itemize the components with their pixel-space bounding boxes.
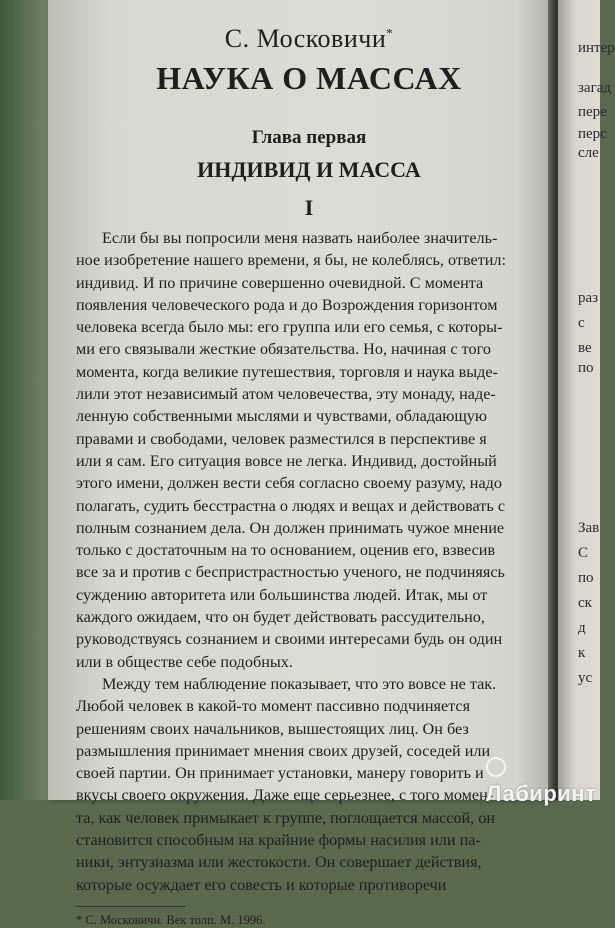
book-title: НАУКА О МАССАХ <box>156 60 462 96</box>
footnote-mark: * <box>386 25 394 41</box>
section-number: I <box>304 195 314 220</box>
author-text: С. Московичи <box>224 24 387 53</box>
watermark <box>486 755 600 807</box>
text-line: этого имени, должен вести себя согласно своему разуму, надо <box>76 474 502 493</box>
text-line: Любой человек в какой-то момент пассивно подчиняется <box>76 697 471 716</box>
right-page-fragment: С <box>578 545 589 561</box>
watermark-logo-icon <box>486 757 506 777</box>
text-line: та, как человек примыкает к группе, поглощается массой, он <box>76 808 496 827</box>
right-page-fragment: по <box>578 360 594 376</box>
footnote-divider <box>76 906 186 907</box>
text-line: только с достаточным на то основанием, оценив его, взвесив <box>76 541 496 560</box>
right-page-fragment: ус <box>578 670 593 686</box>
text-line: лили этот независимый атом человечества, эту монаду, наде- <box>76 385 496 404</box>
text-line: вкусы своего окружения. Даже еще серьезнее, с того момен- <box>76 786 494 805</box>
text-line: правами и свободами, человек разместился в перспективе я <box>76 429 487 448</box>
author-name <box>76 24 542 54</box>
right-page-fragment: по <box>578 570 594 586</box>
paragraph-2 <box>76 673 542 896</box>
right-page-fragment: Зав <box>578 520 600 536</box>
footnote: * С. Московичи. Век толп. М. 1996. <box>76 912 266 927</box>
chapter-title: ИНДИВИД И МАССА <box>197 157 421 182</box>
text-line: ленную собственными мыслями и чувствами, обладающую <box>76 407 487 426</box>
text-line: индивид. И по причине совершенно очевидной. С момента <box>76 273 484 292</box>
right-page-edge <box>558 0 615 800</box>
text-line: ное изобретение нашего времени, я бы, не колеблясь, ответил: <box>76 251 507 270</box>
right-page-fragment: перс <box>578 126 607 142</box>
text-line: каждого ожидаем, что он будет действовать рассудительно, <box>76 608 485 627</box>
text-line: или я сам. Его ситуация вовсе не легка. Индивид, достойный <box>76 451 497 470</box>
right-page-fragment: загад <box>578 80 612 96</box>
text-line: размышления принимает мнения своих друзей, соседей или <box>76 741 491 760</box>
text-line: Между тем наблюдение показывает, что это вовсе не так. <box>102 674 497 693</box>
right-page-fragment: с <box>578 315 585 331</box>
text-line: Если бы вы попросили меня назвать наиболее значитель- <box>102 229 498 247</box>
text-line: появления человеческого рода и до Возрождения горизонтом <box>76 295 498 314</box>
text-line: человека всегда было мы: его группа или его семья, с которы- <box>76 318 503 337</box>
right-page-fragment: сле <box>578 145 599 161</box>
text-line: все за и против с беспристрастностью ученого, не подчиняясь <box>76 563 505 582</box>
right-page-fragment: ве <box>578 340 592 356</box>
right-page-fragment: интер <box>578 40 615 56</box>
text-line: момента, когда великие путешествия, торговля и наука выде- <box>76 362 498 381</box>
text-line: или в обществе себе подобных. <box>76 652 293 671</box>
right-page-fragment: ск <box>578 595 592 611</box>
text-line: полагать, судить бесстрастна о людях и вещах и действовать с <box>76 496 505 515</box>
right-page-fragment: пере <box>578 104 607 120</box>
right-page-fragment: к <box>578 645 586 661</box>
page-content <box>76 16 542 928</box>
paragraph-1 <box>76 227 542 673</box>
text-line: решениям своих начальников, вышестоящих лиц. Он без <box>76 719 469 738</box>
text-line: полным сознанием дела. Он должен принимать чужое мнение <box>76 518 505 537</box>
text-line: ники, энтузиазма или жестокости. Он совершает действия, <box>76 853 482 872</box>
text-line: которые осуждает его совесть и которые противоречи <box>76 875 447 894</box>
right-page-fragment: раз <box>578 290 599 306</box>
text-line: становится способным на крайние формы насилия или па- <box>76 831 481 850</box>
chapter-label: Глава первая <box>251 127 367 148</box>
right-page-fragment: д <box>578 620 586 636</box>
text-line: руководствуясь сознанием и своими интересами будь он один <box>76 630 503 649</box>
text-line: суждению авторитета или большинства людей. Итак, мы от <box>76 585 488 604</box>
watermark-text: Лабиринт <box>486 781 597 806</box>
text-line: своей партии. Он принимает установки, манеру говорить и <box>76 764 484 783</box>
text-line: ми его связывали жесткие обязательства. Но, начиная с того <box>76 340 491 359</box>
